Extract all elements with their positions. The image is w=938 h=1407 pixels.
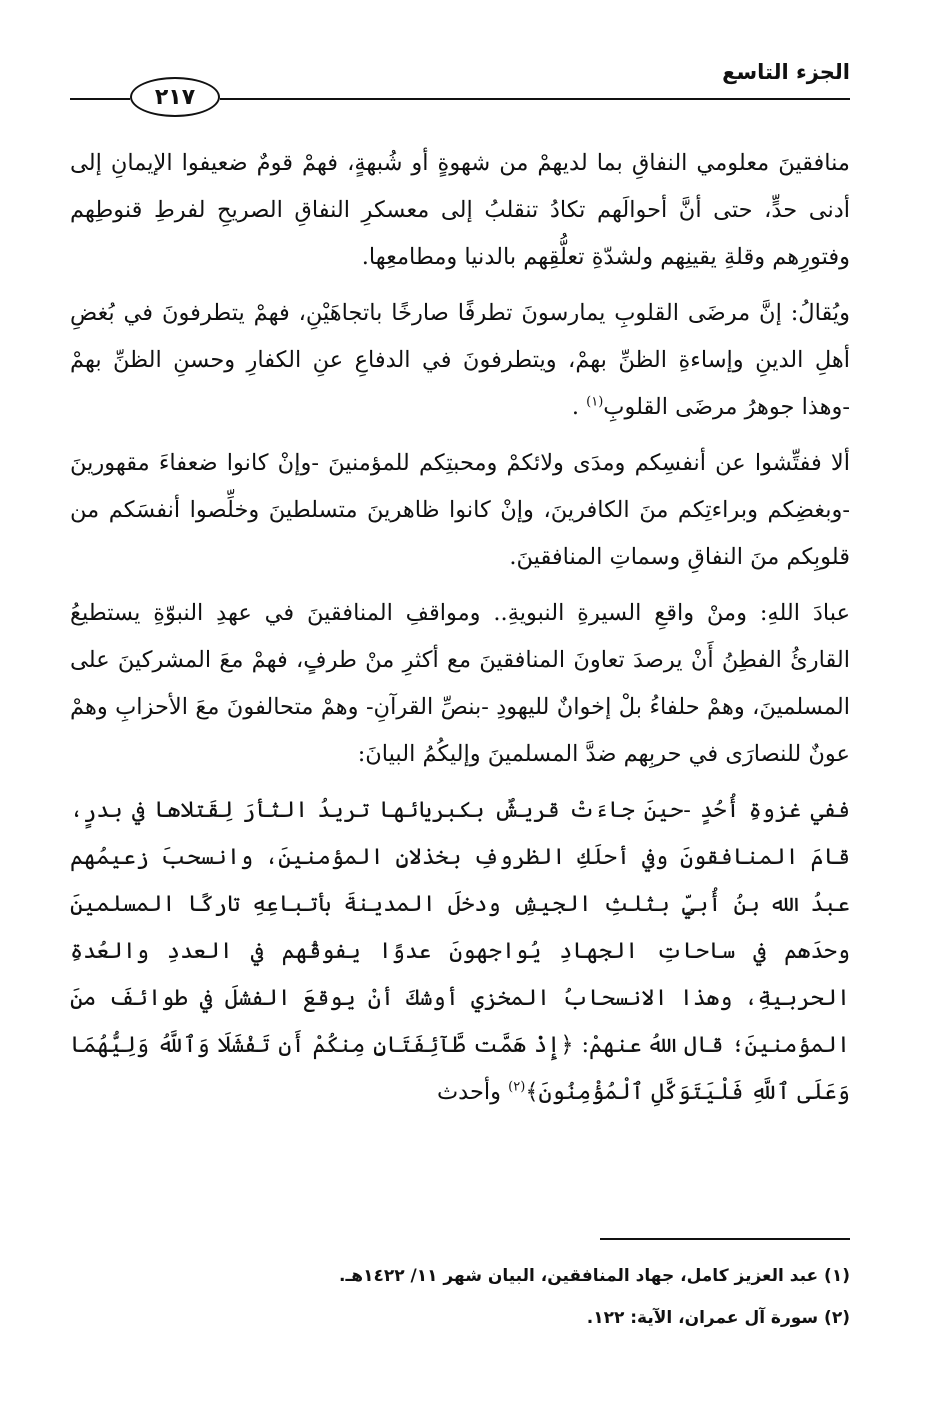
part-title: الجزء التاسع bbox=[722, 60, 850, 84]
paragraph-text: ألا ففتِّشوا عن أنفسِكم ومدَى ولائكمْ ومحبتِكم للمؤمنينَ -وإنْ كانوا ضعفاءَ مقهورينَ -وبغضِكم وبراءتِكم منَ الكافرينَ، وإنْ كانوا ظاهرينَ متسلطينَ وخلِّصوا أنفسَكم من قلوبِكم منَ النفاقِ وسماتِ المنافقينَ. bbox=[70, 450, 850, 570]
paragraph bbox=[70, 290, 850, 431]
footnote-ref: (١) bbox=[586, 394, 604, 410]
main-text bbox=[70, 140, 850, 1125]
footnote: (١) عبد العزيز كامل، جهاد المنافقين، البيان شهر ١١/ ١٤٢٢هـ. bbox=[339, 1266, 850, 1286]
header-rule-left bbox=[70, 98, 130, 100]
footnotes bbox=[70, 1255, 850, 1339]
quran-quote: ﴿إِذْ هَمَّت طَّآئِفَتَانِ مِنكُمْ أَن تَفْشَلَا وَٱللَّهُ وَلِيُّهُمَا وَعَلَى ٱللَّهِ فَلْيَتَوَكَّلِ ٱلْمُؤْمِنُونَ﴾ bbox=[70, 1032, 850, 1105]
footnote: (٢) سورة آل عمران، الآية: ١٢٢. bbox=[586, 1308, 850, 1328]
paragraph bbox=[70, 440, 850, 581]
page-header bbox=[70, 52, 850, 132]
paragraph bbox=[70, 140, 850, 281]
paragraph-ending: . bbox=[571, 394, 579, 420]
paragraph-text: عبادَ اللهِ: ومنْ واقعِ السيرةِ النبويةِ.. ومواقفِ المنافقينَ في عهدِ النبوّةِ يستطيعُ القارئُ الفطِنُ أَنْ يرصدَ تعاونَ المنافقينَ مع أكثرِ منْ طرفٍ، فهمْ معَ المشركينَ على المسلمينَ، وهمْ حلفاءُ بلْ إخوانٌ لليهودِ -بنصِّ القرآنِ- وهمْ متحالفونَ معَ الأحزابِ وهمْ عونٌ للنصارَى في حربِهم ضدَّ المسلمينَ وإليكُمُ البيانَ: bbox=[70, 600, 850, 767]
paragraph-text: منافقينَ معلومي النفاقِ بما لديهمْ من شهوةٍ أو شُبهةٍ، فهمْ قومٌ ضعيفوا الإيمانِ إلى أدنى حدٍّ، حتى أنَّ أحوالَهم تكادُ تنقلبُ إلى معسكرِ النفاقِ الصريحِ لفرطِ قنوطِهم وفتورِهم وقلةِ يقينِهم ولشدّةِ تعلُّقِهم بالدنيا ومطامعِها. bbox=[70, 150, 850, 270]
page-number: ٢١٧ bbox=[130, 77, 220, 117]
paragraph-ending: وأحدث bbox=[436, 1079, 502, 1105]
paragraph-text: ويُقالُ: إنَّ مرضَى القلوبِ يمارسونَ تطرفًا صارخًا باتجاهَيْنِ، فهمْ يتطرفونَ في بُغضِ أهلِ الدينِ وإساءةِ الظنِّ بهمْ، ويتطرفونَ في الدفاعِ عنِ الكفارِ وحسنِ الظنِّ بهمْ -وهذا جوهرُ مرضَى القلوبِ bbox=[70, 300, 850, 420]
footnote-ref: (٢) bbox=[508, 1079, 526, 1095]
paragraph-text: ففي غزوةِ أُحُدٍ -حينَ جاءَتْ قريشٌ بكبريائها تريدُ الثأرَ لِقَتلاها في بدرٍ، قامَ المنافقونَ وفي أحلَكِ الظروفِ بخذلانِ المؤمنينَ، وانسحبَ زعيمُهم عبدُ الله بنُ أُبيِّ بثلثِ الجيشِ ودخلَ المدينةَ بأتباعِهِ تاركًا المسلمينَ وحدَهم في ساحاتِ الجهادِ يُواجهونَ عدوًا يفوقُهم في العددِ والعُدةِ الحربيةِ، وهذا الانسحابُ المخزي أوشكَ أنْ يوقعَ الفشلَ في طوائفَ منَ المؤمنينَ؛ قال اللهُ عنهمْ: bbox=[70, 797, 851, 1058]
header-rule-right bbox=[220, 98, 850, 100]
paragraph bbox=[70, 590, 850, 778]
footnote-separator bbox=[600, 1238, 850, 1240]
paragraph bbox=[70, 787, 850, 1116]
